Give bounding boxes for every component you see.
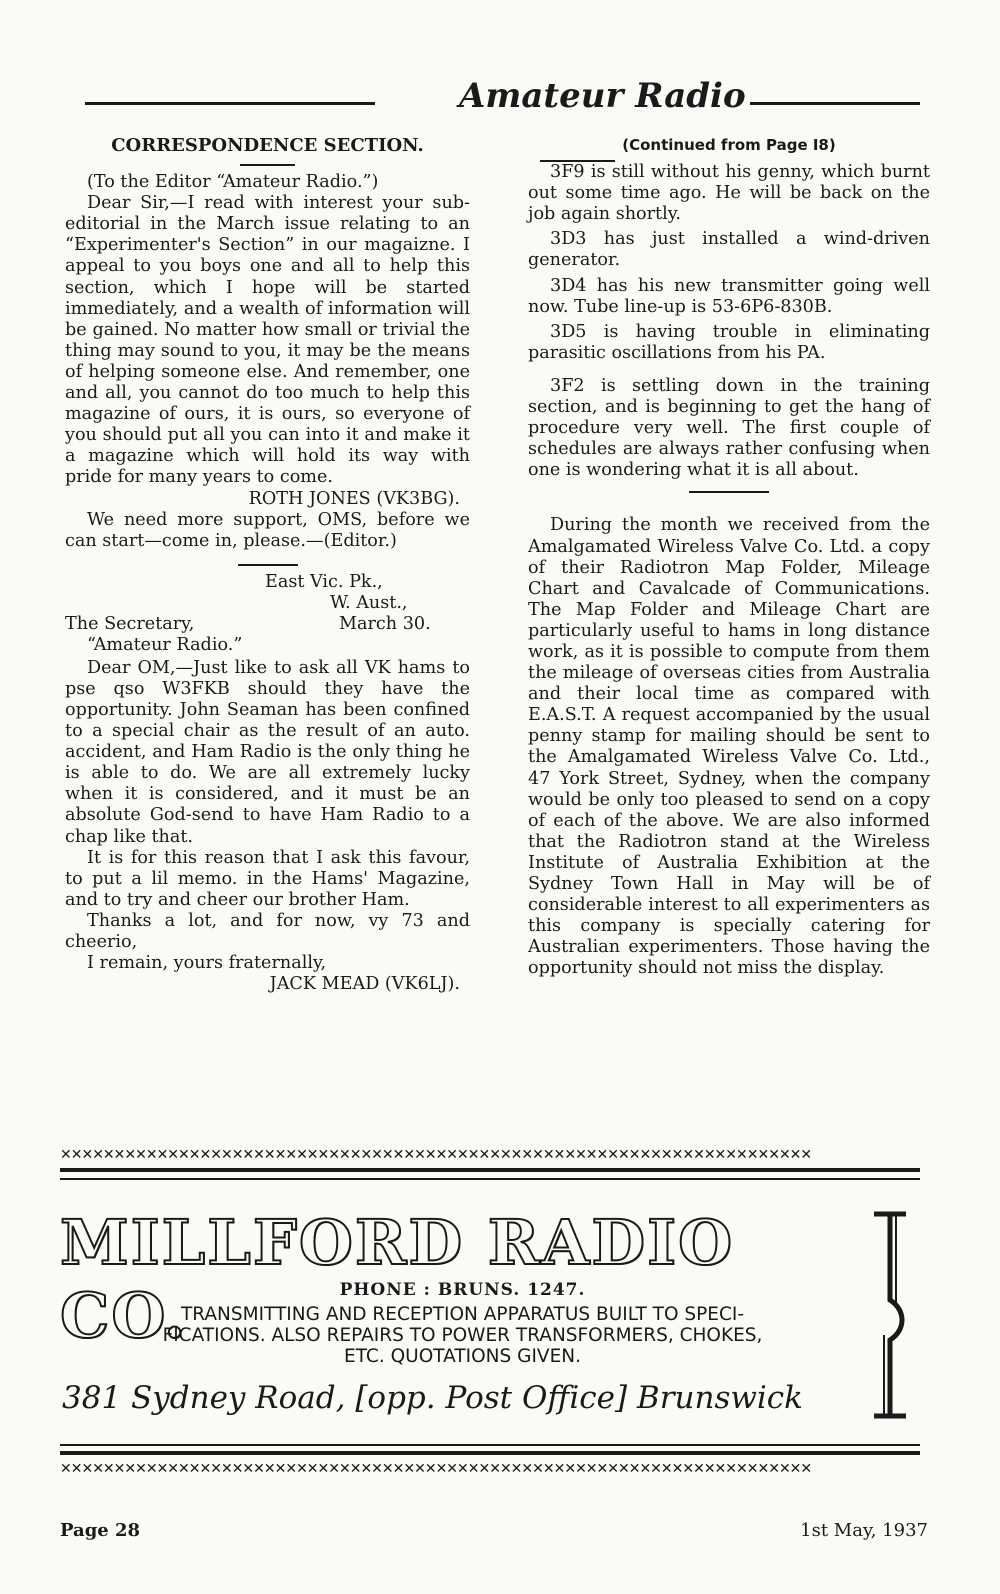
- continued-note: (Continued from Page I8): [622, 136, 836, 154]
- chain-border-bottom: ✕✕✕✕✕✕✕✕✕✕✕✕✕✕✕✕✕✕✕✕✕✕✕✕✕✕✕✕✕✕✕✕✕✕✕✕✕✕✕✕✕✕✕✕✕✕✕✕✕✕✕✕✕✕✕✕✕✕✕✕✕✕✕✕✕✕✕✕✕✕: [60, 1462, 812, 1476]
- chain-border-top: ✕✕✕✕✕✕✕✕✕✕✕✕✕✕✕✕✕✕✕✕✕✕✕✕✕✕✕✕✕✕✕✕✕✕✕✕✕✕✕✕✕✕✕✕✕✕✕✕✕✕✕✕✕✕✕✕✕✕✕✕✕✕✕✕✕✕✕✕✕✕: [60, 1148, 812, 1162]
- company-name: MILLFORD RADIO CO.: [60, 1206, 735, 1352]
- news-item: 3D5 is having trouble in eliminating parasitic oscillations from his PA.: [528, 321, 930, 363]
- letter1-to: (To the Editor “Amateur Radio.”): [87, 172, 379, 193]
- letter2-address-line2: W. Aust.,: [330, 592, 408, 613]
- divider: [689, 491, 769, 493]
- border-rule: [60, 1178, 920, 1180]
- divider: [240, 164, 295, 166]
- section-heading: CORRESPONDENCE SECTION.: [111, 135, 424, 156]
- masthead-title: Amateur Radio: [455, 76, 750, 116]
- letter2-para1: Dear OM,—Just like to ask all VK hams to pse qso W3FKB should they have the opportunity. John Seaman has been confined to a special chair as the result of an auto. accident, and Ham Radio is the only thing he is able to do. We are all extremely lucky when it is considered, and it must be an absolute God-send to have Ham Radio to a chap like that.: [65, 657, 470, 847]
- left-column: [65, 135, 470, 995]
- letter2-to-line2: “Amateur Radio.”: [87, 634, 243, 655]
- millford-advertisement: [60, 1148, 930, 1488]
- issue-date: 1st May, 1937: [800, 1520, 928, 1541]
- editor-note: We need more support, OMS, before we can start—come in, please.—(Editor.): [65, 509, 470, 551]
- ad-line: FICATIONS. ALSO REPAIRS TO POWER TRANSFORMERS, CHOKES,: [162, 1325, 763, 1346]
- news-item: 3F9 is still without his genny, which burnt out some time ago. He will be back on the job again shortly.: [528, 162, 930, 225]
- radiotron-article: During the month we received from the Amalgamated Wireless Valve Co. Ltd. a copy of their Radiotron Map Folder, Mileage Chart and Cavalcade of Communications. The Map Folder and Mileage Chart are particularly useful to hams in long distance work, as it is possible to compute from them the mileage of overseas cities from Australia and their local time as compared with E.A.S.T. A request accompanied by the usual penny stamp for mailing should be sent to the Amalgamated Wireless Valve Co. Ltd., 47 York Street, Sydney, when the company would be only too pleased to send on a copy of each of the above. We are also informed that the Radiotron stand at the Wireless Institute of Australia Exhibition at the Sydney Town Hall in May will be of considerable interest to all experimenters as this company is specially catering for Australian experimenters. Those having the opportunity should not miss the display.: [528, 515, 930, 979]
- letter2-to-line1: The Secretary,: [65, 613, 195, 634]
- letter2-address-line1: East Vic. Pk.,: [265, 571, 383, 592]
- letter2-address-block: [65, 572, 470, 658]
- ad-description: [60, 1304, 865, 1367]
- letter1-signature: ROTH JONES (VK3BG).: [248, 488, 460, 509]
- letter2-para3: Thanks a lot, and for now, vy 73 and cheerio,: [65, 910, 470, 952]
- letter2-closing: I remain, yours fraternally,: [87, 953, 327, 974]
- page-number: Page 28: [60, 1520, 141, 1541]
- border-rule: [60, 1168, 920, 1172]
- letter2-date: March 30.: [339, 613, 431, 634]
- letter2-para2: It is for this reason that I ask this favour, to put a lil memo. in the Hams' Magazine, and to try and cheer our brother Ham.: [65, 847, 470, 910]
- right-column: [528, 135, 930, 979]
- divider: [238, 564, 298, 566]
- news-item: 3D3 has just installed a wind-driven generator.: [528, 229, 930, 271]
- border-rule: [60, 1444, 920, 1446]
- masthead: [85, 72, 920, 122]
- company-phone: PHONE : BRUNS. 1247.: [339, 1280, 586, 1300]
- border-rule: [60, 1451, 920, 1455]
- company-address: 381 Sydney Road, [opp. Post Office] Brunswick: [62, 1380, 803, 1416]
- letter1-body: Dear Sir,—I read with interest your sub-editorial in the March issue relating to an “Experimenter's Section” in our magaizne. I appeal to you boys one and all to help this section, which I hope will be started immediately, and a wealth of information will be gained. No matter how small or trivial the thing may sound to you, it may be the means of helping someone else. And remember, one and all, you cannot do too much to help this magazine of ours, it is ours, so everyone of you should put all you can into it and make it a magazine which will hold its way with pride for many years to come.: [65, 193, 470, 488]
- ad-line: TRANSMITTING AND RECEPTION APPARATUS BUILT TO SPECI-: [180, 1304, 745, 1325]
- ad-line: ETC. QUOTATIONS GIVEN.: [344, 1346, 581, 1367]
- decorative-bracket-icon: [870, 1210, 910, 1420]
- letter2-signature: JACK MEAD (VK6LJ).: [269, 974, 460, 995]
- news-item: 3F2 is settling down in the training section, and is beginning to get the hang of procedure very well. The first couple of schedules are always rather confusing when one is wondering what it is all about.: [528, 375, 930, 481]
- news-item: 3D4 has his new transmitter going well now. Tube line-up is 53-6P6-830B.: [528, 275, 930, 317]
- masthead-rule-left: [85, 102, 375, 105]
